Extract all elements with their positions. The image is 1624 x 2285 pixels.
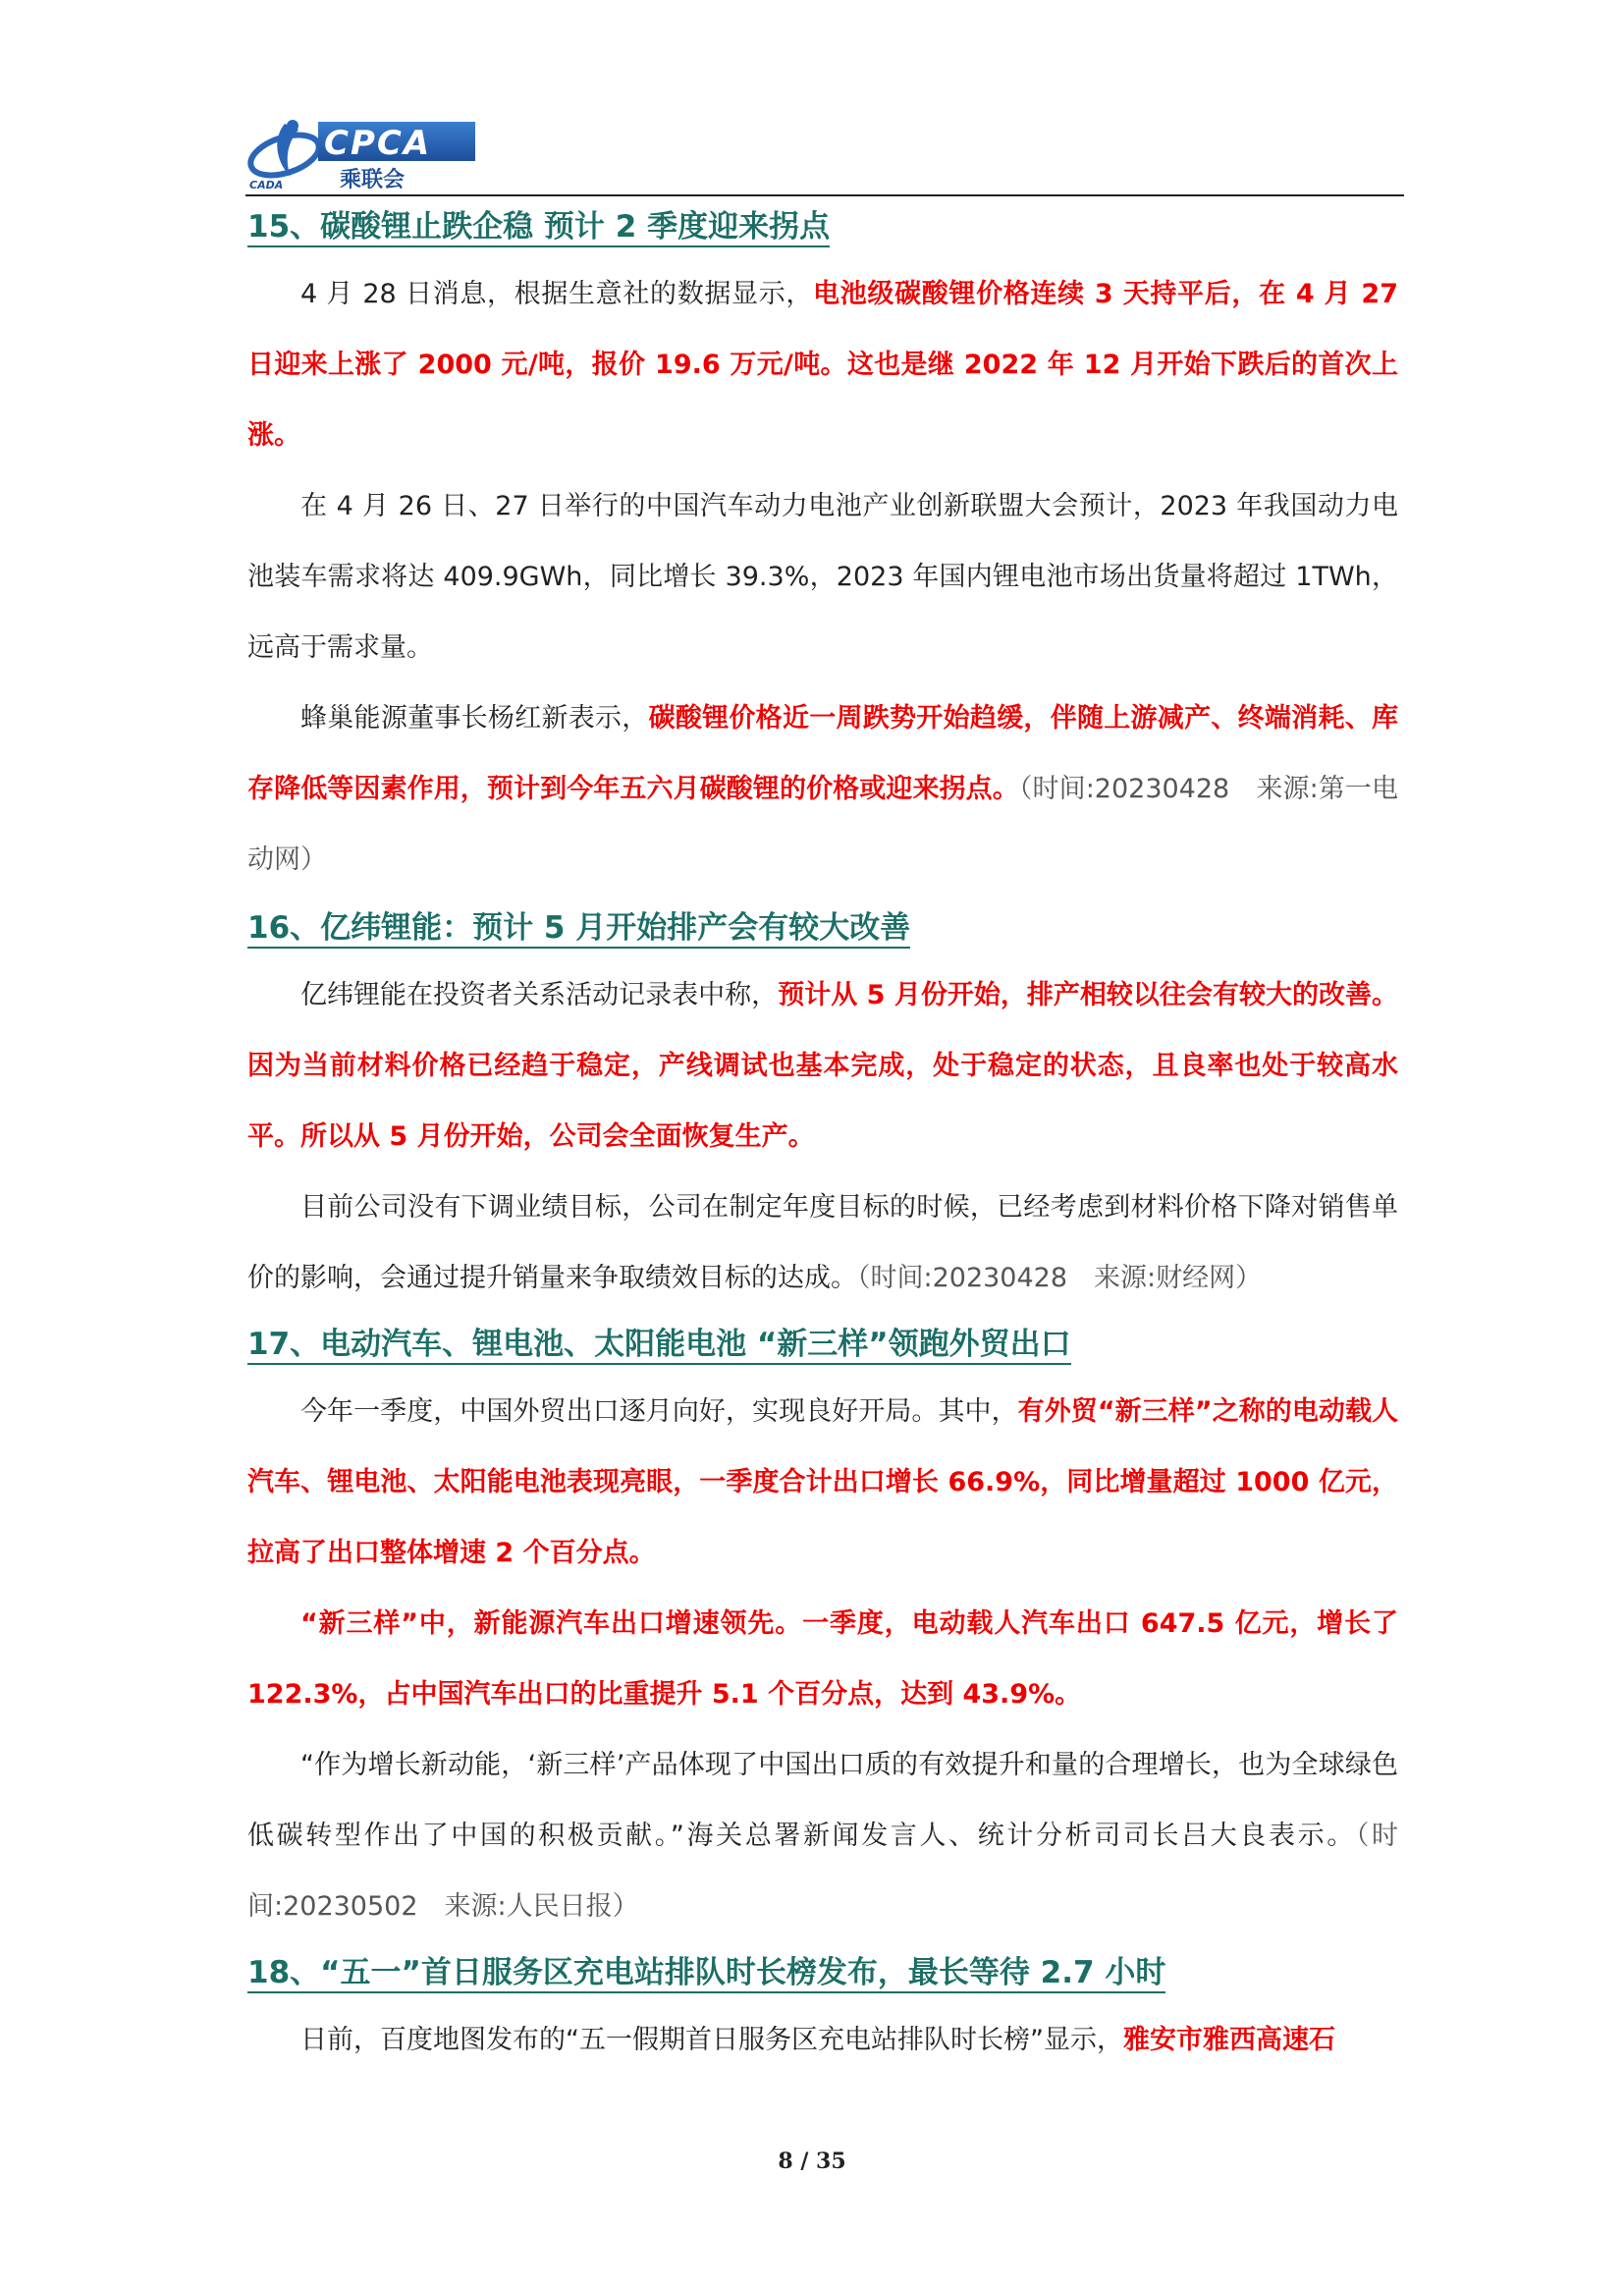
paragraph — [247, 1172, 1398, 1314]
highlight-text: 预计从 5 月份开始，排产相较以往会有较大的改善。因为当前材料价格已经趋于稳定，产线调试也基本完成，处于稳定的状态，且良率也处于较高水平。所以从 5 月份开始，公司会全面恢复生产。 — [247, 980, 1399, 1152]
section-title-text: 18、“五一”首日服务区充电站排队时长榜发布，最长等待 2.7 小时 — [247, 1955, 1165, 1993]
paragraph — [247, 1589, 1398, 1730]
highlight-text: 有外贸“新三样”之称的电动载人汽车、锂电池、太阳能电池表现亮眼，一季度合计出口增长 66.9%，同比增量超过 1000 亿元，拉高了出口整体增速 2 个百分点。 — [247, 1396, 1398, 1568]
paragraph-text: 亿纬锂能在投资者关系活动记录表中称， — [300, 980, 779, 1010]
paragraph-text: 今年一季度，中国外贸出口逐月向好，实现良好开局。其中， — [300, 1396, 1018, 1427]
paragraph-text: “作为增长新动能，‘新三样’产品体现了中国出口质的有效提升和量的合理增长，也为全球绿色低碳转型作出了中国的积极贡献。”海关总署新闻发言人、统计分析司司长吕大良表示。 — [247, 1750, 1398, 1851]
page-number — [0, 2149, 1624, 2174]
paragraph-text: 4 月 28 日消息，根据生意社的数据显示， — [300, 279, 814, 309]
cpca-logo — [245, 112, 477, 192]
paragraph — [247, 259, 1398, 471]
highlight-text: 雅安市雅西高速石 — [1122, 2025, 1335, 2055]
highlight-text: 碳酸锂价格近一周跌势开始趋缓，伴随上游减产、终端消耗、库存降低等因素作用，预计到今年五六月碳酸锂的价格或迎来拐点。 — [247, 703, 1399, 804]
paragraph-text: 蜂巢能源董事长杨红新表示， — [300, 703, 649, 734]
section-title — [247, 1946, 1398, 2005]
section-18 — [247, 1946, 1398, 2076]
source-note: （时间:20230428 来源:第一电动网） — [247, 774, 1399, 875]
total-pages: 35 — [816, 2149, 846, 2174]
section-15 — [247, 200, 1398, 896]
source-note: （时间:20230428 来源:财经网） — [857, 1263, 1263, 1293]
logo-small-text: CADA — [249, 179, 284, 191]
highlight-text: “新三样”中，新能源汽车出口增速领先。一季度，电动载人汽车出口 647.5 亿元，增长了 122.3%，占中国汽车出口的比重提升 5.1 个百分点，达到 43.9%。 — [247, 1608, 1398, 1710]
paragraph — [247, 1377, 1398, 1589]
section-title — [247, 200, 1398, 259]
section-title-text: 15、碳酸锂止跌企稳 预计 2 季度迎来拐点 — [247, 209, 830, 247]
page-separator: / — [800, 2149, 809, 2174]
paragraph — [247, 2005, 1398, 2076]
paragraph — [247, 960, 1398, 1172]
highlight-text: 电池级碳酸锂价格连续 3 天持平后，在 4 月 27 日迎来上涨了 2000 元/吨，报价 19.6 万元/吨。这也是继 2022 年 12 月开始下跌后的首次上涨。 — [247, 279, 1398, 451]
section-title-text: 16、亿纬锂能：预计 5 月开始排产会有较大改善 — [247, 910, 910, 949]
section-16 — [247, 901, 1398, 1314]
section-title — [247, 901, 1398, 960]
paragraph-text: 目前公司没有下调业绩目标，公司在制定年度目标的时候，已经考虑到材料价格下降对销售单价的影响，会通过提升销量来争取绩效目标的达成。 — [247, 1192, 1398, 1293]
paragraph — [247, 1730, 1398, 1942]
section-17 — [247, 1318, 1398, 1942]
paragraph — [247, 471, 1398, 683]
header-rule — [245, 194, 1404, 196]
section-title-text: 17、电动汽车、锂电池、太阳能电池 “新三样”领跑外贸出口 — [247, 1327, 1071, 1365]
section-title — [247, 1318, 1398, 1377]
current-page: 8 — [778, 2149, 793, 2174]
paragraph-text: 在 4 月 26 日、27 日举行的中国汽车动力电池产业创新联盟大会预计，2023 年我国动力电池装车需求将达 409.9GWh，同比增长 39.3%，2023 年国内锂电池市场出货量将超过 1TWh，远高于需求量。 — [247, 491, 1398, 663]
paragraph-text: 日前，百度地图发布的“五一假期首日服务区充电站排队时长榜”显示， — [300, 2025, 1123, 2055]
logo-sub-text: 乘联会 — [340, 168, 406, 192]
source-note: （时间:20230502 来源:人民日报） — [247, 1821, 1398, 1922]
page-content — [247, 200, 1398, 2076]
logo-main-text: CPCA — [324, 124, 432, 163]
paragraph — [247, 683, 1398, 896]
